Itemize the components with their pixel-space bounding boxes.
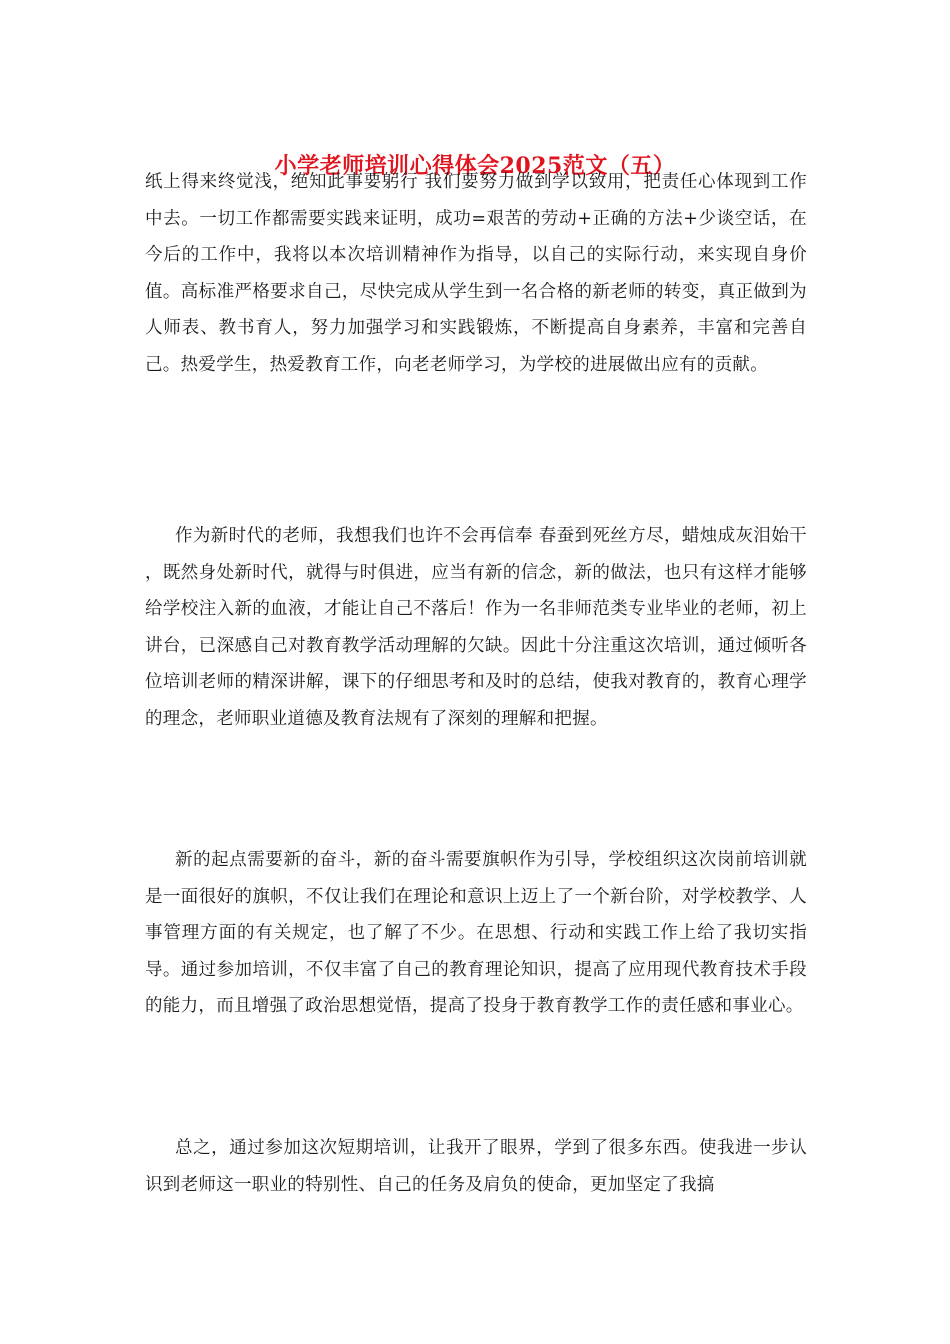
document-title: 小学老师培训心得体会2025范文（五） xyxy=(274,153,676,179)
paragraph-3: 新的起点需要新的奋斗，新的奋斗需要旗帜作为引导，学校组织这次岗前培训就是一面很好的旗帜，不仅让我们在理论和意识上迈上了一个新台阶，对学校教学、人事管理方面的有关规定，也了解了不少。在思想、行动和实践工作上给了我切实指导。通过参加培训，不仅丰富了自己的教育理论知识，提高了应用现代教育技术手段的能力，而且增强了政治思想觉悟，提高了投身于教育教学工作的责任感和事业心。 xyxy=(145,850,807,1017)
paragraph-1: 纸上得来终觉浅，绝知此事要躬行 我们要努力做到学以致用，把责任心体现到工作中去。一切工作都需要实践来证明，成功=艰苦的劳动+正确的方法+少谈空话，在今后的工作中，我将以本次培训精神作为指导，以自己的实际行动，来实现自身价值。高标准严格要求自己，尽快完成从学生到一名合格的新老师的转变，真正做到为人师表、教书育人，努力加强学习和实践锻炼，不断提高自身素养，丰富和完善自己。热爱学生，热爱教育工作，向老老师学习，为学校的进展做出应有的贡献。 xyxy=(145,172,807,375)
paragraph-2: 作为新时代的老师，我想我们也许不会再信奉 春蚕到死丝方尽，蜡烛成灰泪始干 ，既然身处新时代，就得与时俱进，应当有新的信念，新的做法，也只有这样才能够给学校注入新的血液，才能让自己不落后！作为一名非师范类专业毕业的老师，初上讲台，已深感自己对教育教学活动理解的欠缺。因此十分注重这次培训，通过倾听各位培训老师的精深讲解，课下的仔细思考和及时的总结，使我对教育的，教育心理学的理念，老师职业道德及教育法规有了深刻的理解和把握。 xyxy=(145,526,807,729)
paragraph-4: 总之，通过参加这次短期培训，让我开了眼界，学到了很多东西。使我进一步认识到老师这一职业的特别性、自己的任务及肩负的使命，更加坚定了我搞 xyxy=(145,1138,807,1195)
